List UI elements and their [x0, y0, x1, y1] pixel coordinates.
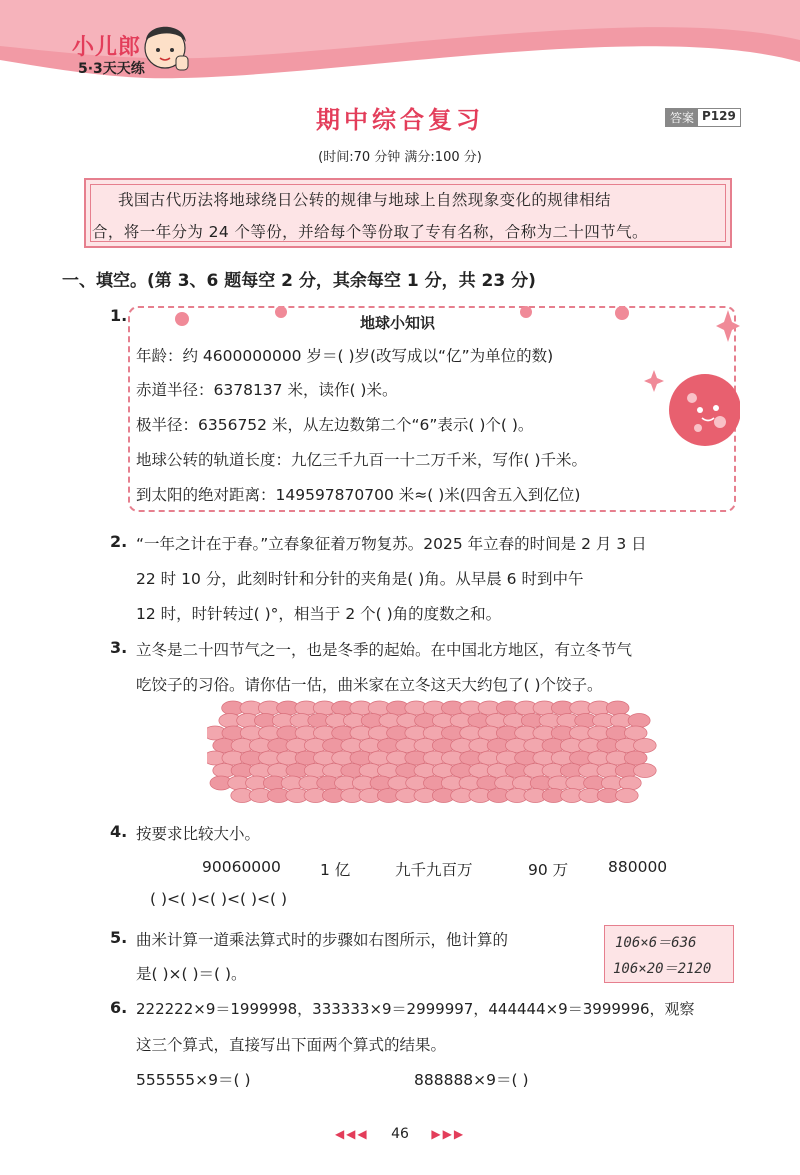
calculation-note-card [604, 925, 734, 983]
answer-tag[interactable] [665, 108, 741, 127]
q4-compare-blanks[interactable]: ( )<( )<( )<( )<( ) [150, 890, 288, 908]
dumpling [634, 739, 657, 753]
right-arrows-icon: ▶▶▶ [431, 1127, 466, 1141]
q4-item-5: 880000 [608, 858, 668, 876]
exam-info: (时间:70 分钟 满分:100 分) [318, 150, 482, 165]
q4-prompt: 按要求比较大小。 [136, 825, 261, 843]
answer-label: 答案 [666, 109, 698, 126]
decor-dot [615, 306, 629, 320]
question-number-3: 3. [110, 638, 128, 657]
mascot-icon [145, 27, 188, 70]
knowledge-box-title: 地球小知识 [360, 314, 436, 332]
note-line-2: 106×20＝2120 [613, 961, 712, 977]
dumplings-illustration [207, 700, 662, 806]
q6-line-1: 222222×9＝1999998，333333×9＝2999997，444444×9＝3999996，观察 [136, 1000, 695, 1018]
q1-line-2: 赤道半径：6378137 米，读作( )米。 [136, 381, 398, 399]
left-arrows-icon: ◀◀◀ [334, 1127, 369, 1141]
answer-page: P129 [702, 109, 736, 123]
page-title: 期中综合复习 [316, 106, 484, 134]
q1-line-1: 年龄：约 4600000000 岁＝( )岁(改写成以“亿”为单位的数) [136, 347, 554, 365]
dumpling [624, 751, 647, 765]
q3-line-1: 立冬是二十四节气之一，也是冬季的起始。在中国北方地区，有立冬节气 [136, 641, 633, 659]
decor-dot [175, 312, 189, 326]
note-line-1: 106×6＝636 [615, 935, 697, 951]
intro-line-2: 合，将一年分为 24 个等份，并给每个等份取了专有名称，合称为二十四节气。 [92, 223, 648, 241]
page-footer [0, 1126, 800, 1142]
q4-item-1: 90060000 [202, 858, 281, 876]
dumpling [634, 764, 657, 778]
brand-logo: 小儿郎 [72, 35, 142, 60]
q6-answer-1[interactable]: 555555×9＝( ) [136, 1071, 251, 1089]
intro-line-1: 我国古代历法将地球绕日公转的规律与地球上自然现象变化的规律相结 [118, 191, 611, 209]
dumpling [619, 776, 641, 790]
decor-dot [275, 306, 287, 318]
q1-line-4: 地球公转的轨道长度：九亿三千九百一十二万千米，写作( )千米。 [136, 451, 588, 469]
q5-line-2[interactable]: 是( )×( )＝( )。 [136, 965, 247, 983]
q5-line-1: 曲米计算一道乘法算式时的步骤如右图所示，他计算的 [136, 931, 509, 949]
question-number-6: 6. [110, 998, 128, 1017]
dumpling [606, 701, 629, 715]
section-heading: 一、填空。(第 3、6 题每空 2 分，其余每空 1 分，共 23 分) [62, 271, 536, 291]
question-number-5: 5. [110, 928, 128, 947]
q6-answer-2[interactable]: 888888×9＝( ) [414, 1071, 529, 1089]
dumpling [615, 789, 638, 803]
page-number: 46 [391, 1126, 409, 1142]
dumpling [628, 714, 650, 728]
q4-item-3: 九千九百万 [395, 861, 473, 879]
q6-line-2: 这三个算式，直接写出下面两个算式的结果。 [136, 1036, 447, 1054]
q3-line-2: 吃饺子的习俗。请你估一估，曲米家在立冬这天大约包了( )个饺子。 [136, 676, 603, 694]
series-label: 5·3天天练 [78, 61, 145, 77]
q2-line-1: “一年之计在于春。”立春象征着万物复苏。2025 年立春的时间是 2 月 3 日 [136, 535, 647, 553]
question-number-1: 1. [110, 306, 128, 325]
q2-line-3: 12 时，时针转过( )°，相当于 2 个( )角的度数之和。 [136, 605, 502, 623]
dumpling [624, 726, 647, 740]
q4-item-2: 1 亿 [320, 861, 351, 879]
planet-icon [640, 310, 740, 450]
question-number-4: 4. [110, 822, 128, 841]
question-number-2: 2. [110, 532, 128, 551]
q1-line-3: 极半径：6356752 米，从左边数第二个“6”表示( )个( )。 [136, 416, 534, 434]
q2-line-2: 22 时 10 分，此刻时针和分针的夹角是( )角。从早晨 6 时到中午 [136, 570, 584, 588]
decor-dot [520, 306, 532, 318]
q4-item-4: 90 万 [528, 861, 569, 879]
q1-line-5: 到太阳的绝对距离：149597870700 米≈( )米(四舍五入到亿位) [136, 486, 581, 504]
